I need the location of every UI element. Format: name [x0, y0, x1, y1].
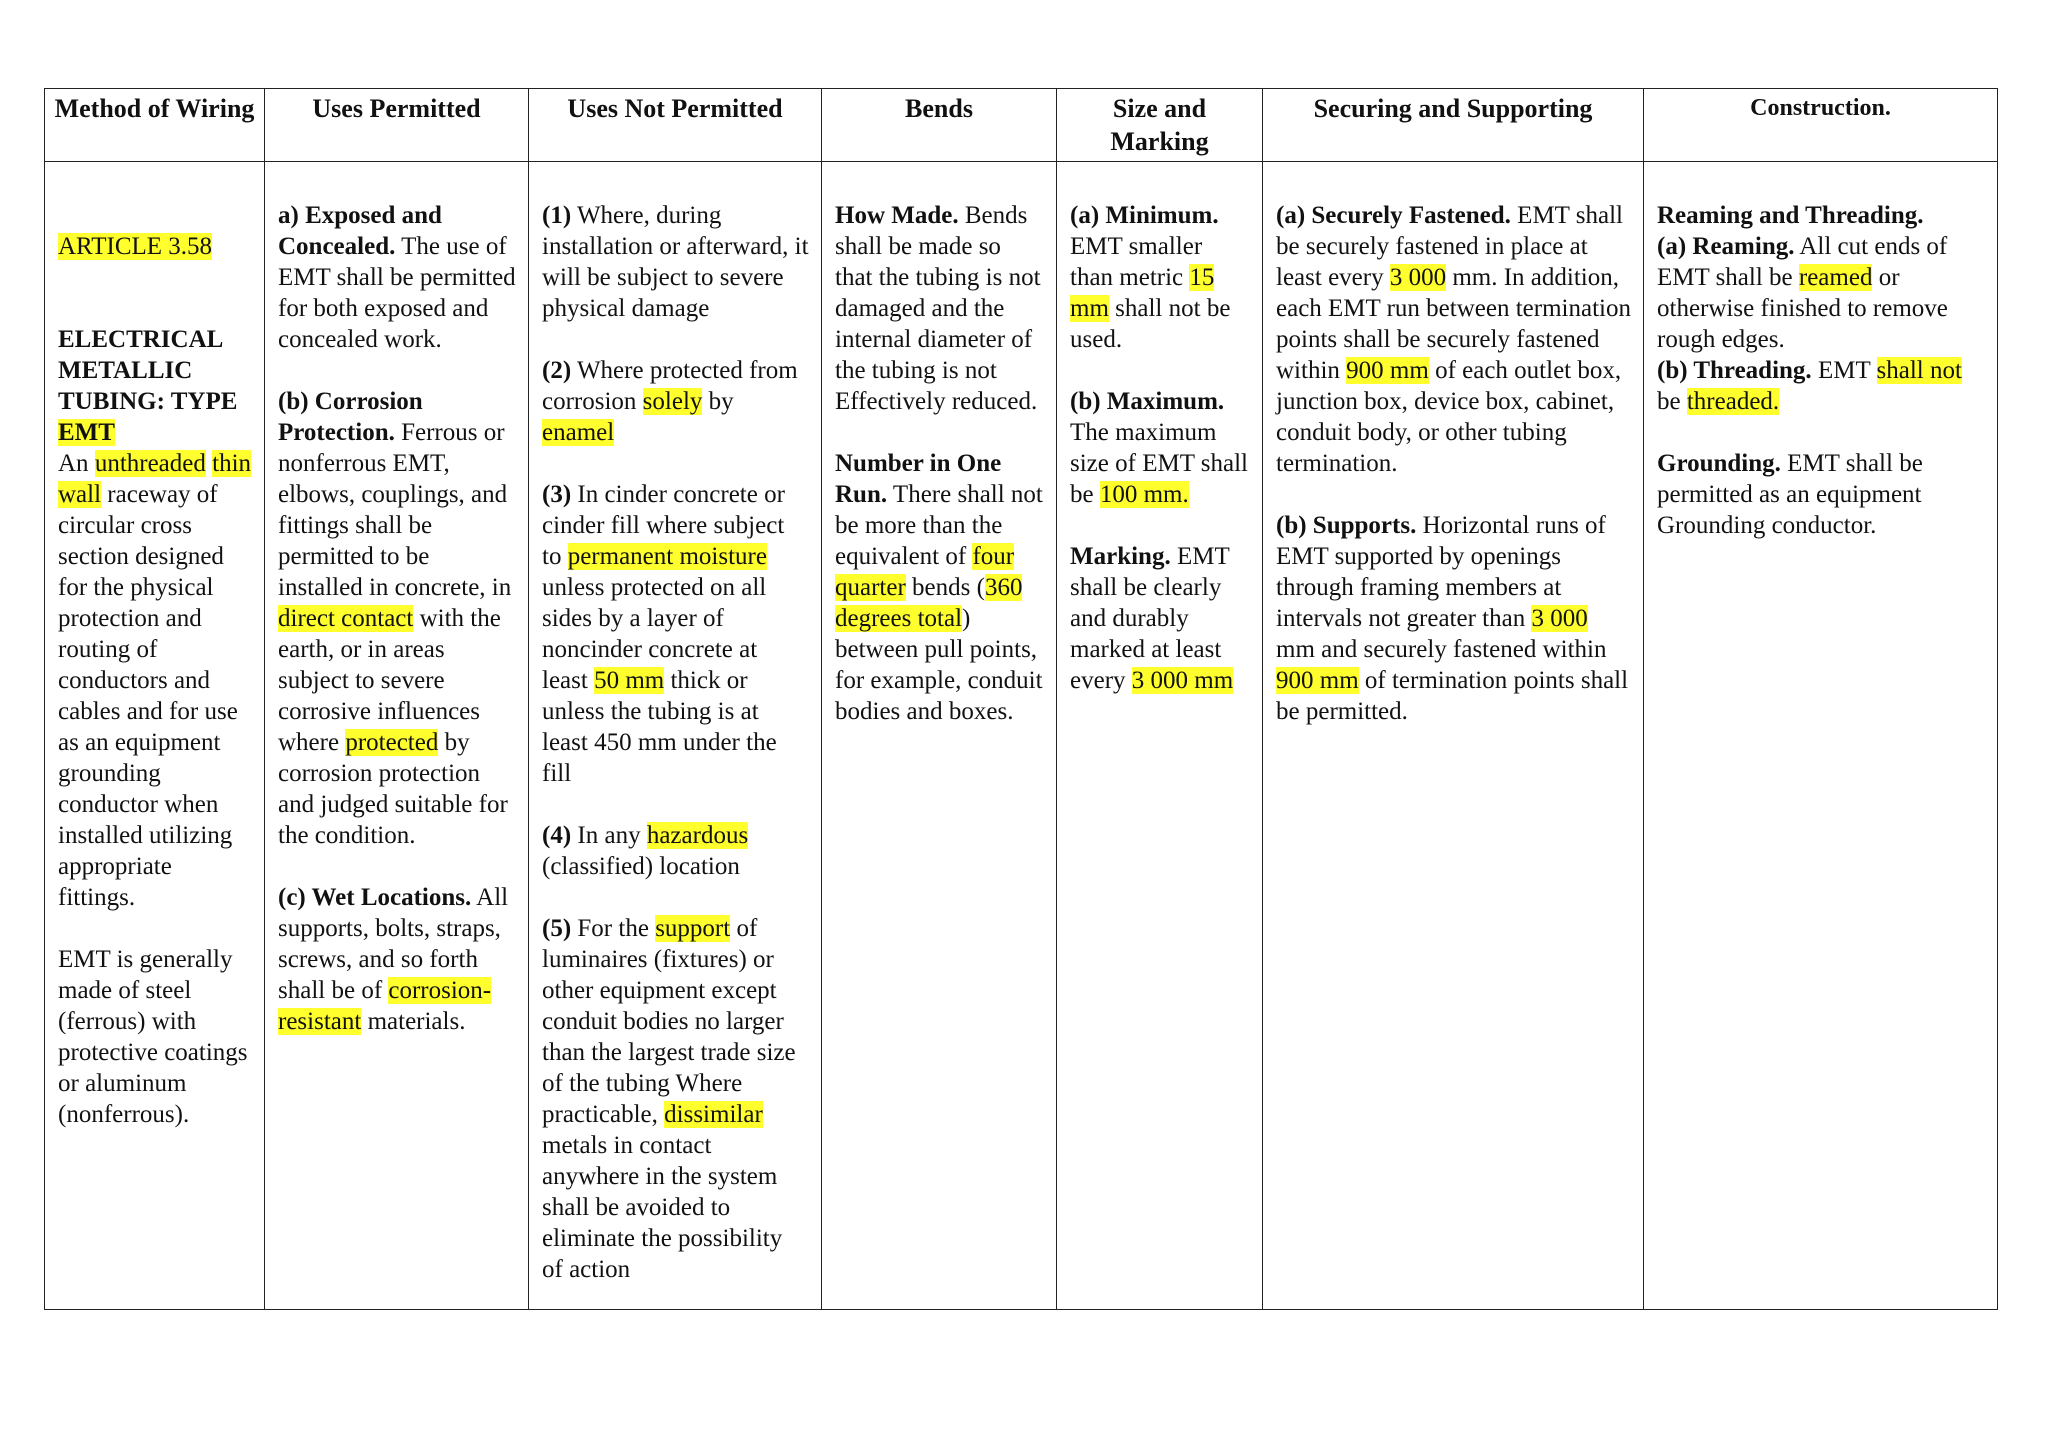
paragraph [278, 200, 516, 355]
bold-heading-text: (a) Securely Fastened. [1276, 202, 1511, 229]
bold-heading-text: (2) [542, 357, 572, 384]
header-securing-and-supporting: Securing and Supporting [1263, 89, 1644, 162]
cell-uses-permitted [265, 162, 529, 1310]
body-text: mm and securely fastened within [1276, 636, 1607, 663]
bold-heading-text: (c) Wet Locations. [278, 884, 472, 911]
highlighted-text: direct contact [278, 605, 414, 632]
body-text: metals in contact anywhere in the system shall be avoided to eliminate the possibility of action [542, 1132, 783, 1283]
highlighted-text: permanent moisture [567, 543, 767, 570]
body-text: The use of EMT shall be permitted for both exposed and concealed work. [278, 233, 516, 353]
paragraph [542, 913, 809, 1285]
body-text: raceway of circular cross section designed for the physical protection and routing of conductors and cables and for use as an equipment grounding conductor when installed utilizing appropriate fittings. [58, 481, 238, 911]
body-text: be [1657, 388, 1687, 415]
body-text: Horizontal runs of EMT supported by openings through framing members at intervals not greater than [1276, 512, 1606, 632]
header-bends: Bends [822, 89, 1057, 162]
cell-securing-and-supporting [1263, 162, 1644, 1310]
body-text: unless protected on all sides by a layer of noncinder concrete at least [542, 574, 767, 694]
body-text: EMT is generally made of steel (ferrous) with protective coatings or aluminum (nonferrous). [58, 946, 248, 1128]
highlighted-text: reamed [1798, 264, 1873, 291]
cell-bends [822, 162, 1057, 1310]
highlighted-text: shall not [1876, 357, 1962, 384]
body-text: EMT smaller than metric [1070, 233, 1203, 291]
bold-heading-text: (b) Maximum. [1070, 388, 1225, 415]
bold-heading-text: ELECTRICAL METALLIC TUBING: TYPE [58, 326, 238, 415]
paragraph [542, 200, 809, 324]
paragraph [835, 448, 1044, 727]
body-text: EMT [1811, 357, 1877, 384]
bold-heading-text: (b) Threading. [1657, 357, 1812, 384]
paragraph [542, 479, 809, 789]
header-uses-not-permitted: Uses Not Permitted [529, 89, 822, 162]
highlighted-text: hazardous [646, 822, 749, 849]
body-text: mm. In addition, each EMT run between termination points shall be securely fastened within [1276, 264, 1631, 384]
highlighted-text: wall [58, 481, 102, 508]
body-text: (classified) location [542, 853, 740, 880]
bold-heading-text: (b) Supports. [1276, 512, 1417, 539]
body-text: of each outlet box, junction box, device box, cabinet, conduit body, or other tubing termination. [1276, 357, 1622, 477]
highlighted-text: 900 mm [1346, 357, 1429, 384]
body-text: Bends shall be made so that the tubing is not damaged and the internal diameter of the tubing is not Effectively reduced. [835, 202, 1041, 415]
body-text: with the earth, or in areas subject to severe corrosive influences where [278, 605, 501, 756]
highlighted-text: dissimilar [664, 1101, 763, 1128]
body-text: bends ( [905, 574, 985, 601]
highlighted-text: solely [642, 388, 703, 415]
highlighted-text: four quarter [835, 543, 1015, 601]
paragraph [58, 324, 252, 913]
wiring-methods-table [44, 88, 1998, 1310]
bold-heading-text: (a) Reaming. [1657, 233, 1795, 260]
paragraph [278, 882, 516, 1037]
body-text: Where protected from corrosion [542, 357, 798, 415]
body-text: thick or unless the tubing is at least 450 mm under the fill [542, 667, 777, 787]
paragraph [542, 355, 809, 448]
body-text: materials. [361, 1008, 466, 1035]
paragraph [1070, 386, 1250, 510]
body-text: For the [571, 915, 656, 942]
paragraph [542, 820, 809, 882]
highlighted-text: 15 mm [1070, 264, 1215, 322]
body-text: The maximum size of EMT shall be [1070, 419, 1248, 508]
body-text: There shall not be more than the equivalent of [835, 481, 1043, 570]
body-text: EMT shall be clearly and durably marked at least every [1070, 543, 1230, 694]
highlighted-text: EMT [58, 419, 115, 446]
body-text: ) between pull points, for example, conduit bodies and boxes. [835, 605, 1043, 725]
paragraph [58, 231, 252, 262]
header-row [45, 89, 1998, 162]
bold-heading-text: a) Exposed and Concealed. [278, 202, 442, 260]
body-text: shall not be used. [1070, 295, 1231, 353]
cell-construction [1644, 162, 1998, 1310]
highlighted-text: unthreaded [94, 450, 206, 477]
highlighted-text: enamel [542, 419, 615, 446]
bold-heading-text: Marking. [1070, 543, 1171, 570]
highlighted-text: 360 degrees total [835, 574, 1023, 632]
highlighted-text: 3 000 mm [1131, 667, 1234, 694]
content-row [45, 162, 1998, 1310]
body-text: by [702, 388, 734, 415]
bold-heading-text: How Made. [835, 202, 959, 229]
body-text: of termination points shall be permitted. [1276, 667, 1629, 725]
bold-heading-text: (4) [542, 822, 572, 849]
header-size-and-marking: Size and Marking [1057, 89, 1263, 162]
bold-heading-text: (1) [542, 202, 572, 229]
paragraph [278, 386, 516, 851]
body-text: EMT shall be securely fastened in place at least every [1276, 202, 1623, 291]
body-text: All cut ends of EMT shall be [1657, 233, 1948, 291]
highlighted-text: support [655, 915, 731, 942]
body-text: In any [571, 822, 647, 849]
header-method-of-wiring: Method of Wiring [45, 89, 265, 162]
bold-heading-text: Reaming and Threading. [1657, 202, 1924, 229]
highlighted-text: ARTICLE 3.58 [58, 233, 213, 260]
body-text: EMT shall be permitted as an equipment Grounding conductor. [1657, 450, 1923, 539]
bold-heading-text: (3) [542, 481, 572, 508]
cell-uses-not-permitted [529, 162, 822, 1310]
body-text: by corrosion protection and judged suitable for the condition. [278, 729, 508, 849]
body-text: All supports, bolts, straps, screws, and so forth shall be of [278, 884, 509, 1004]
paragraph [1070, 541, 1250, 696]
paragraph [1657, 200, 1985, 417]
highlighted-text: 900 mm [1276, 667, 1359, 694]
bold-heading-text: (b) Corrosion Protection. [278, 388, 423, 446]
paragraph [1657, 448, 1985, 541]
bold-heading-text: Grounding. [1657, 450, 1781, 477]
highlighted-text: corrosion-resistant [278, 977, 492, 1035]
highlighted-text: 3 000 [1531, 605, 1588, 632]
highlighted-text: 100 mm. [1099, 481, 1189, 508]
header-uses-permitted: Uses Permitted [265, 89, 529, 162]
bold-heading-text: (5) [542, 915, 572, 942]
highlighted-text: 3 000 [1389, 264, 1447, 291]
body-text: of luminaires (fixtures) or other equipment except conduit bodies no larger than the largest trade size of the tubing Where practicable, [542, 915, 796, 1128]
cell-method-of-wiring [45, 162, 265, 1310]
paragraph [1276, 200, 1631, 479]
body-text: An [58, 450, 95, 477]
header-construction: Construction. [1644, 89, 1998, 162]
paragraph [1070, 200, 1250, 355]
highlighted-text: threaded. [1686, 388, 1780, 415]
paragraph [1276, 510, 1631, 727]
body-text: Where, during installation or afterward, it will be subject to severe physical damage [542, 202, 809, 322]
body-text: or otherwise finished to remove rough edges. [1657, 264, 1948, 353]
highlighted-text: protected [345, 729, 439, 756]
cell-size-and-marking [1057, 162, 1263, 1310]
body-text: Ferrous or nonferrous EMT, elbows, couplings, and fittings shall be permitted to be installed in concrete, in [278, 419, 512, 601]
highlighted-text: thin [212, 450, 252, 477]
highlighted-text: 50 mm [594, 667, 665, 694]
spacer [58, 200, 252, 231]
body-text: In cinder concrete or cinder fill where subject to [542, 481, 785, 570]
paragraph [835, 200, 1044, 417]
paragraph [58, 944, 252, 1130]
bold-heading-text: Number in One Run. [835, 450, 1002, 508]
bold-heading-text: (a) Minimum. [1070, 202, 1219, 229]
